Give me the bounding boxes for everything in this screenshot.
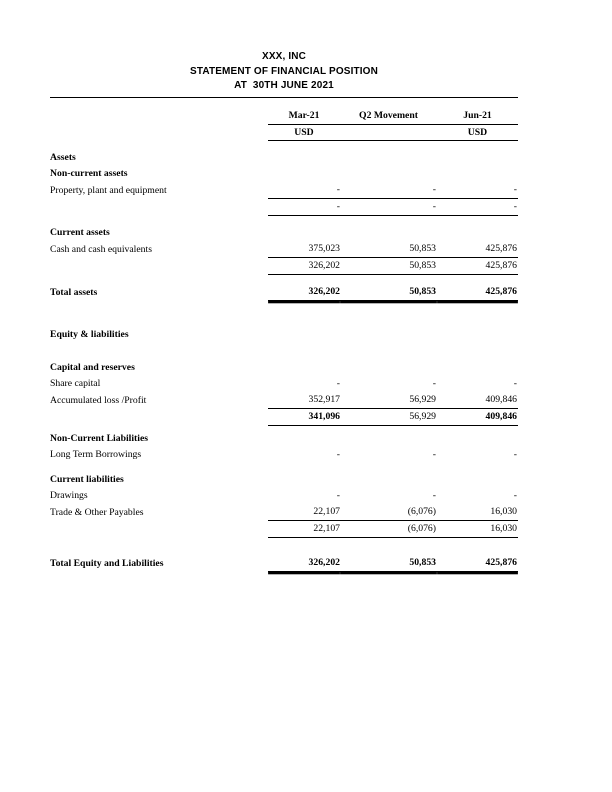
subtotal-label bbox=[50, 258, 268, 275]
line-item-value-jun: - bbox=[513, 490, 517, 501]
total-equity-liabilities-label: Total Equity and Liabilities bbox=[50, 557, 164, 569]
subtotal-value-q2: 56,929 bbox=[340, 409, 437, 426]
section-heading-equity-liabilities-row bbox=[50, 327, 518, 343]
table-row bbox=[50, 488, 518, 504]
subheading-non-current-assets: Non-current assets bbox=[50, 168, 128, 179]
company-name: XXX, INC bbox=[262, 51, 306, 62]
subheading-current-assets: Current assets bbox=[50, 227, 110, 238]
line-item-value-jun: - bbox=[437, 182, 518, 199]
subheading-capital-reserves-row bbox=[50, 360, 518, 376]
total-equity-liabilities-row bbox=[50, 555, 518, 572]
table-row bbox=[50, 447, 518, 463]
header-q2-movement: Q2 Movement bbox=[359, 110, 418, 121]
table-row bbox=[50, 376, 518, 392]
section-heading-equity-liabilities: Equity & liabilities bbox=[50, 329, 129, 340]
statement-date: AT 30TH JUNE 2021 bbox=[234, 80, 334, 91]
line-item-value-mar: - bbox=[268, 182, 340, 199]
line-item-value-mar: - bbox=[336, 378, 340, 389]
table-row bbox=[50, 241, 518, 258]
subtotal-row-non-current-assets bbox=[50, 199, 518, 216]
line-item-value-q2: - bbox=[340, 182, 437, 199]
subtotal-value-jun: 409,846 bbox=[437, 409, 518, 426]
table-row bbox=[50, 504, 518, 521]
subtotal-row-current-liabilities bbox=[50, 521, 518, 538]
spacer bbox=[50, 318, 518, 327]
line-item-value-q2: (6,076) bbox=[340, 504, 437, 521]
header-jun-21: Jun-21 bbox=[463, 110, 492, 121]
spacer bbox=[50, 141, 518, 151]
line-item-label: Accumulated loss /Profit bbox=[50, 394, 147, 406]
line-item-value-jun: - bbox=[513, 449, 517, 460]
subtotal-row-capital-reserves bbox=[50, 409, 518, 426]
line-item-value-jun: 16,030 bbox=[437, 504, 518, 521]
total-assets-row bbox=[50, 284, 518, 301]
total-equity-liabilities-value-jun: 425,876 bbox=[437, 555, 518, 572]
total-assets-value-mar: 326,202 bbox=[268, 284, 340, 301]
subtotal-value-jun: - bbox=[437, 199, 518, 216]
line-item-value-mar: 375,023 bbox=[268, 241, 340, 258]
line-item-value-q2: - bbox=[432, 449, 436, 460]
line-item-label: Property, plant and equipment bbox=[50, 184, 167, 196]
financial-position-table bbox=[50, 107, 518, 572]
section-heading-assets: Assets bbox=[50, 152, 76, 163]
line-item-value-q2: 50,853 bbox=[340, 241, 437, 258]
title-divider bbox=[50, 97, 518, 98]
spacer bbox=[50, 343, 518, 360]
subtotal-label bbox=[50, 199, 268, 216]
spacer bbox=[50, 463, 518, 472]
total-assets-value-q2: 50,853 bbox=[340, 284, 437, 301]
table-currency-row bbox=[50, 125, 518, 141]
spacer bbox=[50, 301, 518, 319]
line-item-label: Long Term Borrowings bbox=[50, 449, 142, 460]
table-row bbox=[50, 392, 518, 409]
line-item-value-jun: 409,846 bbox=[437, 392, 518, 409]
subtotal-label bbox=[50, 521, 268, 538]
line-item-value-jun: 425,876 bbox=[437, 241, 518, 258]
subtotal-value-jun: 16,030 bbox=[437, 521, 518, 538]
line-item-value-mar: 352,917 bbox=[268, 392, 340, 409]
subtotal-value-q2: 50,853 bbox=[340, 258, 437, 275]
document-title-block bbox=[50, 50, 518, 94]
subtotal-value-q2: (6,076) bbox=[340, 521, 437, 538]
subheading-current-liabilities: Current liabilities bbox=[50, 474, 124, 485]
total-equity-liabilities-value-mar: 326,202 bbox=[268, 555, 340, 572]
line-item-value-q2: - bbox=[432, 378, 436, 389]
statement-name: STATEMENT OF FINANCIAL POSITION bbox=[190, 65, 378, 77]
line-item-label: Share capital bbox=[50, 378, 101, 389]
total-assets-label: Total assets bbox=[50, 286, 98, 298]
subtotal-value-jun: 425,876 bbox=[437, 258, 518, 275]
subheading-non-current-liabilities: Non-Current Liabilities bbox=[50, 433, 149, 444]
line-item-label: Cash and cash equivalents bbox=[50, 243, 152, 255]
subheading-non-current-assets-row bbox=[50, 166, 518, 182]
subtotal-value-q2: - bbox=[340, 199, 437, 216]
currency-label-cell bbox=[50, 125, 268, 141]
line-item-value-mar: 22,107 bbox=[268, 504, 340, 521]
subtotal-value-mar: - bbox=[268, 199, 340, 216]
line-item-value-q2: 56,929 bbox=[340, 392, 437, 409]
subtotal-value-mar: 341,096 bbox=[268, 409, 340, 426]
subtotal-row-current-assets bbox=[50, 258, 518, 275]
subheading-current-liabilities-row bbox=[50, 472, 518, 488]
line-item-value-mar: - bbox=[336, 490, 340, 501]
subtotal-label bbox=[50, 409, 268, 426]
spacer bbox=[50, 538, 518, 556]
header-mar-21: Mar-21 bbox=[288, 110, 320, 121]
line-item-label: Trade & Other Payables bbox=[50, 506, 144, 518]
line-item-label: Drawings bbox=[50, 490, 88, 501]
header-label-cell bbox=[50, 107, 268, 125]
line-item-value-q2: - bbox=[432, 490, 436, 501]
total-equity-liabilities-value-q2: 50,853 bbox=[340, 555, 437, 572]
spacer bbox=[50, 275, 518, 285]
currency-jun-21: USD bbox=[437, 125, 518, 141]
subtotal-value-mar: 22,107 bbox=[268, 521, 340, 538]
section-heading-assets-row bbox=[50, 150, 518, 166]
subtotal-value-mar: 326,202 bbox=[268, 258, 340, 275]
line-item-value-mar: - bbox=[336, 449, 340, 460]
total-assets-value-jun: 425,876 bbox=[437, 284, 518, 301]
subheading-current-assets-row bbox=[50, 225, 518, 241]
subheading-non-current-liabilities-row bbox=[50, 431, 518, 447]
currency-q2-movement bbox=[340, 125, 437, 141]
table-header-row bbox=[50, 107, 518, 125]
line-item-value-jun: - bbox=[513, 378, 517, 389]
spacer bbox=[50, 216, 518, 226]
table-row bbox=[50, 182, 518, 199]
currency-mar-21: USD bbox=[268, 125, 340, 141]
subheading-capital-and-reserves: Capital and reserves bbox=[50, 362, 135, 373]
